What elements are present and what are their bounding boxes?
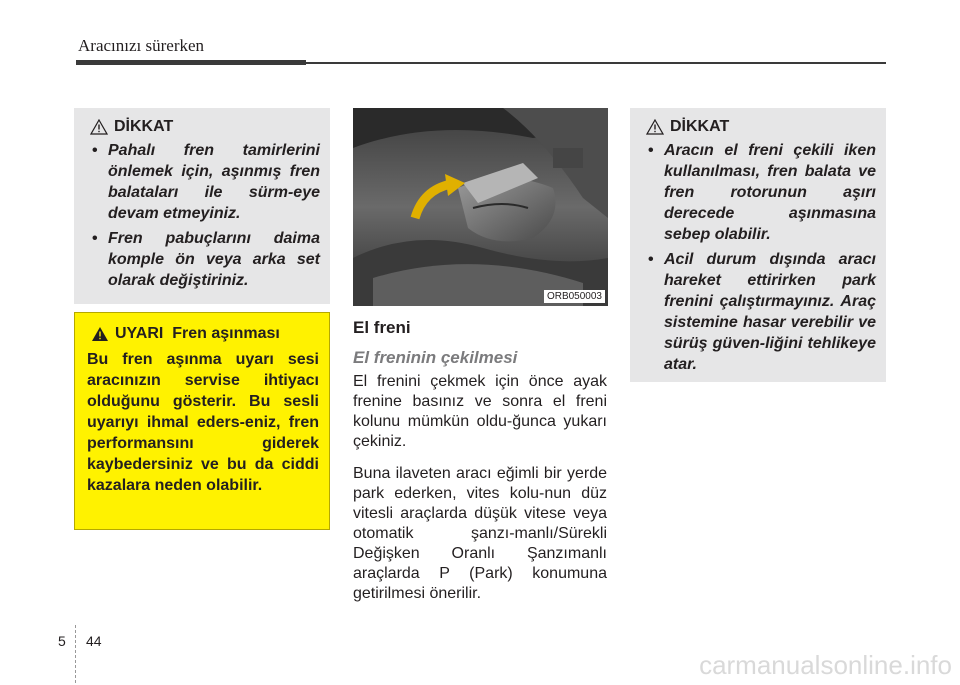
list-item: • Acil durum dışında aracı hareket ettirirken park frenini çalıştırmayınız. Araç sistemine hasar verebilir ve sürüş güven-liğini tehlikeye atar. — [642, 249, 876, 375]
paragraph: Buna ilaveten aracı eğimli bir yerde park ederken, vites kolu-nun düz vitesli araçlarda düşük vitese veya otomatik şanzı-manlı/Sürekli Değişken Oranlı Şanzımanlı araçlarda P (Park) konumuna getirilmesi önerilir. — [353, 465, 607, 602]
header-title: Aracınızı sürerken — [78, 36, 205, 55]
caution-list-left — [86, 140, 320, 291]
warning-triangle-icon — [646, 119, 664, 135]
subsection-title: El freninin çekilmesi — [353, 348, 518, 367]
caution-heading-text: DİKKAT — [114, 118, 174, 135]
handbrake-illustration — [353, 108, 608, 306]
caution-heading-left — [90, 118, 320, 136]
caution-box-right — [630, 108, 886, 382]
header-rule-thin — [306, 62, 886, 64]
section-title: El freni — [353, 318, 411, 337]
warning-heading — [91, 325, 319, 343]
list-item: • Pahalı fren tamirlerini önlemek için, aşınmış fren balataları ile sürm-eye devam etmeyiniz. — [86, 140, 320, 224]
header-rule-thick — [76, 60, 306, 65]
warning-text: Bu fren aşınma uyarı sesi aracınızın servise ihtiyacı olduğunu gösterir. Bu sesli uyarıyı ihmal eders-eniz, fren performansını giderek kaybedersiniz ve bu da ciddi kazalara neden olabilir. — [87, 351, 319, 494]
figure-code: ORB050003 — [544, 290, 605, 303]
paragraph: El frenini çekmek için önce ayak frenine basınız ve sonra el freni kolunu mümkün oldu-ğunca yukarı çekiniz. — [353, 373, 607, 450]
warning-heading-text: UYARI Fren aşınması — [115, 325, 280, 342]
main-column — [353, 318, 607, 616]
warning-triangle-icon — [90, 119, 108, 135]
footer-divider — [75, 625, 76, 683]
watermark: carmanualsonline.info — [699, 650, 952, 680]
footer-page-number: 44 — [86, 633, 102, 649]
caution-box-left — [74, 108, 330, 304]
caution-heading-text: DİKKAT — [670, 118, 730, 135]
warning-triangle-icon — [91, 326, 109, 342]
list-item: • Aracın el freni çekili iken kullanılması, fren balata ve fren rotorunun aşırı derecede aşınmasına sebep olabilir. — [642, 140, 876, 245]
warning-box — [74, 312, 330, 530]
handbrake-photo — [353, 108, 608, 306]
list-item: • Fren pabuçlarını daima komple ön veya arka set olarak değiştiriniz. — [86, 228, 320, 291]
caution-list-right — [642, 140, 876, 375]
caution-heading-right — [646, 118, 876, 136]
footer-section-number: 5 — [58, 633, 66, 649]
